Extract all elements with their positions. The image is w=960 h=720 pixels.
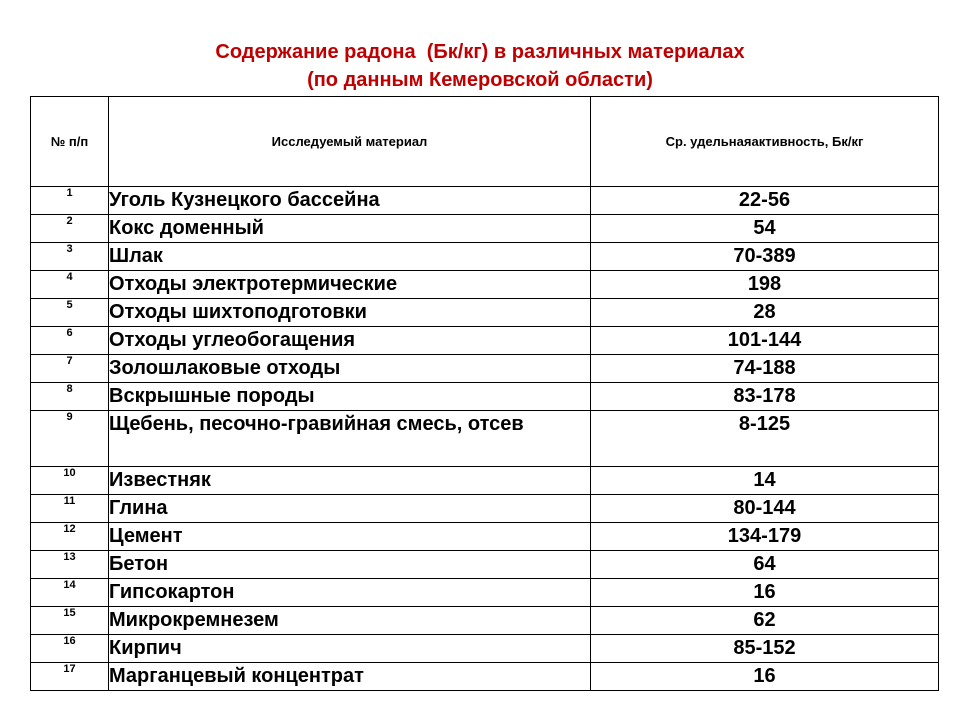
row-activity: 70-389 — [591, 243, 939, 271]
row-activity: 16 — [591, 663, 939, 691]
row-material: Кирпич — [109, 635, 591, 663]
row-number: 1 — [31, 187, 109, 215]
table-row — [31, 607, 939, 635]
table-row — [31, 635, 939, 663]
table-row — [31, 299, 939, 327]
row-activity: 8-125 — [591, 411, 939, 467]
row-number: 8 — [31, 383, 109, 411]
row-number: 17 — [31, 663, 109, 691]
table-row — [31, 495, 939, 523]
table-row — [31, 215, 939, 243]
row-activity: 74-188 — [591, 355, 939, 383]
row-material: Микрокремнезем — [109, 607, 591, 635]
row-activity: 101-144 — [591, 327, 939, 355]
row-material: Отходы шихтоподготовки — [109, 299, 591, 327]
row-material: Уголь Кузнецкого бассейна — [109, 187, 591, 215]
table-row — [31, 663, 939, 691]
row-number: 13 — [31, 551, 109, 579]
row-number: 11 — [31, 495, 109, 523]
header-number: № п/п — [31, 97, 109, 187]
row-number: 4 — [31, 271, 109, 299]
radon-content-table — [30, 96, 939, 691]
table-row — [31, 523, 939, 551]
row-number: 12 — [31, 523, 109, 551]
row-material: Щебень, песочно-гравийная смесь, отсев — [109, 411, 591, 467]
row-activity: 28 — [591, 299, 939, 327]
row-material: Бетон — [109, 551, 591, 579]
row-material: Глина — [109, 495, 591, 523]
row-number: 2 — [31, 215, 109, 243]
row-material: Золошлаковые отходы — [109, 355, 591, 383]
row-number: 15 — [31, 607, 109, 635]
row-activity: 54 — [591, 215, 939, 243]
table-row — [31, 355, 939, 383]
row-number: 5 — [31, 299, 109, 327]
header-material: Исследуемый материал — [109, 97, 591, 187]
row-activity: 16 — [591, 579, 939, 607]
row-material: Марганцевый концентрат — [109, 663, 591, 691]
row-activity: 64 — [591, 551, 939, 579]
row-number: 9 — [31, 411, 109, 467]
table-row — [31, 411, 939, 467]
row-material: Кокс доменный — [109, 215, 591, 243]
row-activity: 80-144 — [591, 495, 939, 523]
table-row — [31, 243, 939, 271]
row-activity: 62 — [591, 607, 939, 635]
row-number: 6 — [31, 327, 109, 355]
row-number: 7 — [31, 355, 109, 383]
row-activity: 198 — [591, 271, 939, 299]
table-row — [31, 467, 939, 495]
table-row — [31, 271, 939, 299]
row-number: 14 — [31, 579, 109, 607]
table-header-row — [31, 97, 939, 187]
row-number: 3 — [31, 243, 109, 271]
row-activity: 134-179 — [591, 523, 939, 551]
row-activity: 85-152 — [591, 635, 939, 663]
row-material: Гипсокартон — [109, 579, 591, 607]
table-row — [31, 579, 939, 607]
table-row — [31, 327, 939, 355]
table-row — [31, 551, 939, 579]
page-title — [0, 38, 960, 94]
header-activity: Ср. удельнаяактивность, Бк/кг — [591, 97, 939, 187]
title-line-1: Содержание радона (Бк/кг) в различных материалах — [215, 41, 745, 63]
row-material: Цемент — [109, 523, 591, 551]
row-number: 10 — [31, 467, 109, 495]
row-activity: 14 — [591, 467, 939, 495]
table-row — [31, 383, 939, 411]
row-material: Вскрышные породы — [109, 383, 591, 411]
row-activity: 83-178 — [591, 383, 939, 411]
row-activity: 22-56 — [591, 187, 939, 215]
row-material: Шлак — [109, 243, 591, 271]
row-material: Отходы электротермические — [109, 271, 591, 299]
title-line-2: (по данным Кемеровской области) — [307, 69, 653, 91]
row-number: 16 — [31, 635, 109, 663]
row-material: Отходы углеобогащения — [109, 327, 591, 355]
table-row — [31, 187, 939, 215]
row-material: Известняк — [109, 467, 591, 495]
